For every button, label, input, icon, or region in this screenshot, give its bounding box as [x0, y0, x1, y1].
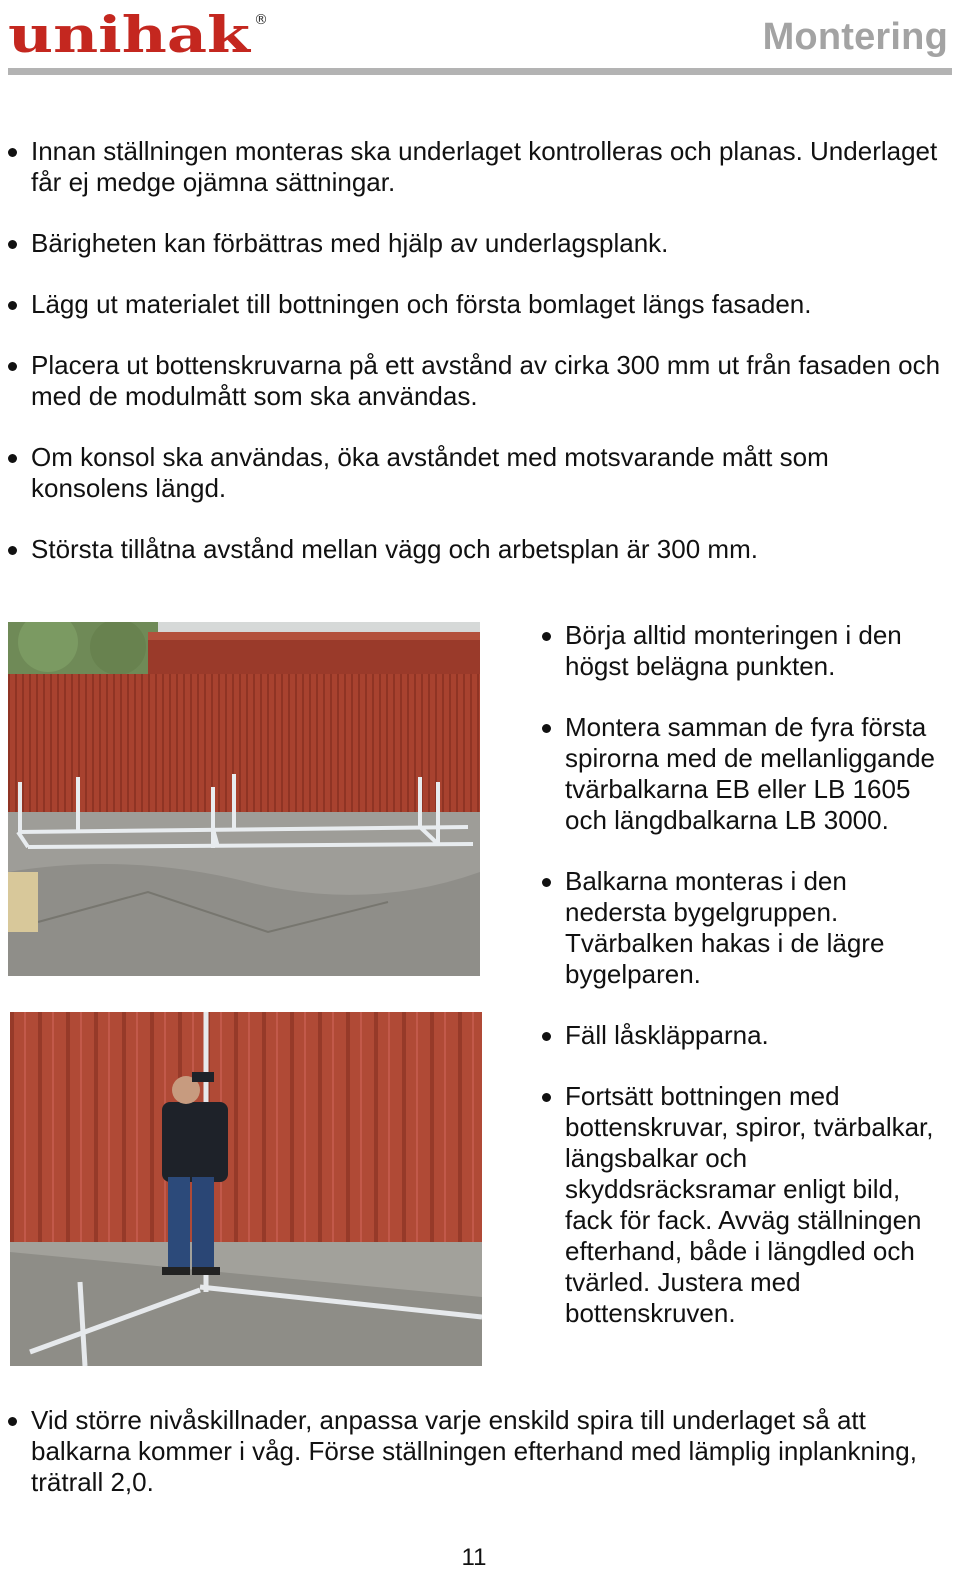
photo-raising-standard — [10, 1012, 482, 1366]
list-item — [542, 866, 952, 990]
photo-scaffold-base-layout — [8, 622, 480, 976]
bullet-icon — [542, 878, 551, 887]
assembly-steps-list — [542, 620, 952, 1359]
bullet-icon — [542, 1032, 551, 1041]
list-item-text: Balkarna monteras i den nedersta bygelgruppen. Tvärbalken hakas i de lägre bygelparen. — [565, 866, 885, 989]
list-item — [542, 1081, 952, 1329]
list-item-text: Fäll låskläpparna. — [565, 1020, 769, 1050]
bullet-icon — [8, 301, 17, 310]
bullet-icon — [542, 632, 551, 641]
photo-raising-standard-illustration — [10, 1012, 482, 1366]
bullet-icon — [8, 454, 17, 463]
list-item-text: Lägg ut materialet till bottningen och första bomlaget längs fasaden. — [31, 289, 812, 319]
list-item-text: Placera ut bottenskruvarna på ett avstånd av cirka 300 mm ut från fasaden och med de modulmått som ska användas. — [31, 350, 941, 411]
list-item — [8, 534, 948, 565]
intro-instructions-list — [8, 136, 948, 595]
unihak-logo-mark — [8, 8, 270, 60]
list-item-text: Bärigheten kan förbättras med hjälp av underlagsplank. — [31, 228, 669, 258]
bullet-icon — [8, 240, 17, 249]
photo-scaffold-base-illustration — [8, 622, 480, 976]
bullet-icon — [542, 1093, 551, 1102]
leveling-instructions-list — [8, 1405, 948, 1528]
brand-logo — [8, 8, 270, 60]
list-item — [542, 1020, 952, 1051]
list-item-text: Fortsätt bottningen med bottenskruvar, spiror, tvärbalkar, längsbalkar och skyddsräcksramar enligt bild, fack för fack. Avväg ställningen efterhand, både i längdled och tvärled. Justera med bottenskruven. — [565, 1081, 934, 1328]
registered-mark: ® — [254, 12, 268, 28]
bullet-icon — [8, 362, 17, 371]
list-item — [8, 1405, 948, 1498]
list-item — [542, 712, 952, 836]
list-item-text: Om konsol ska användas, öka avståndet med motsvarande mått som konsolens längd. — [31, 442, 829, 503]
page-number: 11 — [461, 1544, 487, 1571]
logo-wordmark: unihak — [8, 8, 252, 60]
list-item-text: Börja alltid monteringen i den högst belägna punkten. — [565, 620, 902, 681]
list-item — [8, 136, 948, 198]
bullet-icon — [8, 546, 17, 555]
list-item-text: Montera samman de fyra första spirorna med de mellanliggande tvärbalkarna EB eller LB 1605 och längdbalkarna LB 3000. — [565, 712, 936, 835]
list-item — [8, 289, 948, 320]
list-item-text: Största tillåtna avstånd mellan vägg och arbetsplan är 300 mm. — [31, 534, 758, 564]
list-item — [542, 620, 952, 682]
bullet-icon — [8, 1417, 17, 1426]
bullet-icon — [8, 148, 17, 157]
list-item — [8, 228, 948, 259]
header-divider — [8, 68, 952, 75]
list-item-text: Innan ställningen monteras ska underlaget kontrolleras och planas. Underlaget får ej medge ojämna sättningar. — [31, 136, 938, 197]
bullet-icon — [542, 724, 551, 733]
list-item-text: Vid större nivåskillnader, anpassa varje enskild spira till underlaget så att balkarna kommer i våg. Förse ställningen efterhand med lämplig inplankning, trätrall 2,0. — [31, 1405, 917, 1497]
page-title: Montering — [762, 16, 948, 58]
list-item — [8, 442, 948, 504]
list-item — [8, 350, 948, 412]
